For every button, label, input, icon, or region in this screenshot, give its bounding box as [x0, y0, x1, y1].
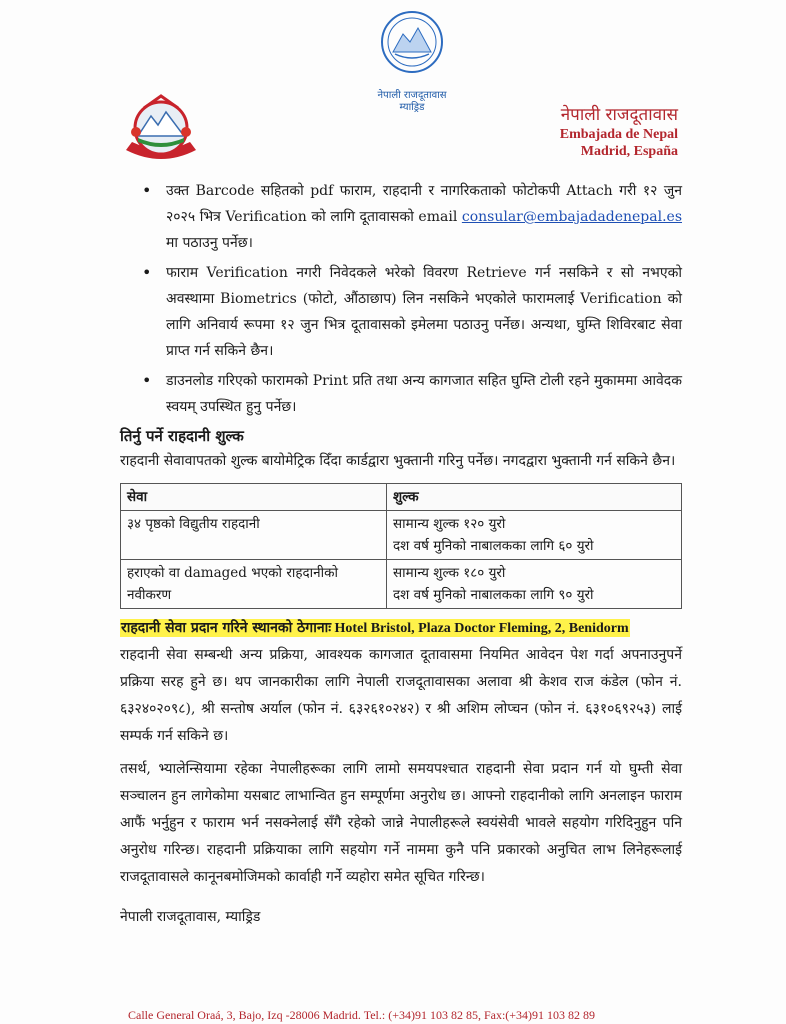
fee-table: [120, 483, 682, 609]
seal-caption-1: नेपाली राजदूतावास: [377, 90, 447, 101]
table-header-row: [121, 484, 682, 511]
fee-line: सामान्य शुल्क १२० युरो: [393, 516, 506, 532]
letterhead-embassy: [560, 104, 678, 160]
instruction-list: [120, 178, 682, 420]
seal-caption-2: म्याड्रिड: [399, 102, 425, 113]
consular-email-link[interactable]: consular@embajadadenepal.es: [461, 209, 682, 225]
embassy-seal: [372, 2, 452, 122]
fee-intro: राहदानी सेवावापतको शुल्क बायोमेट्रिक दिँदा कार्डद्वारा भुक्तानी गरिनु पर्नेछ। नगदद्वारा भुक्तानी गर्न सकिने छैन।: [120, 453, 676, 469]
fee-line: दश वर्ष मुनिको नाबालकका लागि ६० युरो: [393, 538, 594, 554]
instruction-item: [120, 368, 682, 420]
fee-cell: [387, 560, 682, 609]
fee-line: सामान्य शुल्क १८० युरो: [393, 565, 506, 581]
service-cell: ३४ पृष्ठको विद्युतीय राहदानी: [121, 511, 387, 560]
instruction-item: [120, 178, 682, 256]
column-header-fee: शुल्क: [387, 484, 682, 511]
service-cell: हराएको वा damaged भएको राहदानीको नवीकरण: [121, 560, 387, 609]
signature-line: नेपाली राजदूतावास, म्याड्रिड: [120, 909, 261, 925]
letter-body: [120, 178, 682, 929]
fee-cell: [387, 511, 682, 560]
fee-section-title: तिर्नु पर्ने राहदानी शुल्क: [120, 427, 244, 445]
fee-line: दश वर्ष मुनिको नाबालकका लागि ९० युरो: [393, 587, 594, 603]
appeal-paragraph: तसर्थ, भ्यालेन्सियामा रहेका नेपालीहरूका लागि लामो समयपश्चात राहदानी सेवा प्रदान गर्न यो घुम्ती सेवा सञ्चालन हुन लागेकोमा यसबाट लाभान्वित हुन सम्पूर्णमा अनुरोध छ। आफ्नो राहदानीको लागि अनलाइन फाराम आफैं भर्नुहुन र फाराम भर्न नसक्नेलाई सँगै रहेको जान्ने नेपालीहरूले स्वयंसेवी भावले सहयोग गरिदिनुहुन पनि अनुरोध गरिन्छ। राहदानी प्रक्रियाका लागि सहयोग गर्ने नाममा कुनै पनि प्रकारको अनुचित लाभ लिनेहरूलाई राजदूतावासले कानूनबमोजिमको कार्वाही गर्ने व्यहोरा समेत सूचित गरिन्छ।: [120, 761, 682, 885]
venue-label: राहदानी सेवा प्रदान गरिने स्थानको ठेगानाः Hotel Bristol, Plaza Doctor Fleming, 2, Benidorm: [121, 620, 629, 636]
instruction-text: फाराम Verification नगरी निवेदकले भरेको विवरण Retrieve गर्न नसकिने र सो नभएको अवस्थामा Biometrics (फोटो, औंठाछाप) लिन नसकिने भएकोले फारामलाई Verification को लागि अनिवार्य रूपमा १२ जुन भित्र दूतावासको इमेलमा पठाउनु पर्नेछ। अन्यथा, घुम्ति शिविरबाट सेवा प्राप्त गर्न सकिने छैन।: [166, 265, 682, 359]
instruction-item: [120, 260, 682, 364]
venue-line: [120, 615, 682, 642]
embassy-city: Madrid, España: [580, 144, 678, 159]
embassy-name-spanish: Embajada de Nepal: [559, 127, 678, 142]
embassy-name-nepali: नेपाली राजदूतावास: [560, 105, 678, 125]
instruction-text: उक्त Barcode सहितको pdf फाराम, राहदानी र नागरिकताको फोटोकपी Attach गरी १२ जुन २०२५ भित्र Verification को लागि दूतावासको email: [166, 183, 682, 225]
table-row: [121, 560, 682, 609]
footer-address: Calle General Oraá, 3, Bajo, Izq -28006 Madrid. Tel.: (+34)91 103 82 85, Fax:(+34)91 103 82 89: [128, 1008, 596, 1022]
venue-address: Hotel Bristol, Plaza Doctor Fleming, 2, Benidorm: [331, 621, 629, 636]
column-header-service: सेवा: [121, 484, 387, 511]
instruction-text: डाउनलोड गरिएको फारामको Print प्रति तथा अन्य कागजात सहित घुम्ति टोली रहने मुकाममा आवेदक स्वयम् उपस्थित हुनु पर्नेछ।: [166, 373, 682, 415]
contact-paragraph: राहदानी सेवा सम्बन्धी अन्य प्रक्रिया, आवश्यक कागजात दूतावासमा नियमित आवेदन पेश गर्दा अपनाउनुपर्ने प्रक्रिया सरह हुने छ। थप जानकारीका लागि नेपाली राजदूतावासका अलावा श्री केशव राज कंडेल (फोन नं. ६३२४०२०९८), श्री सन्तोष अर्याल (फोन नं. ६३२६१०२४२) र श्री अशिम लोप्चन (फोन नं. ६३१०६९२५३) लाई सम्पर्क गर्न सकिने छ।: [120, 647, 682, 744]
nepal-emblem: [118, 92, 204, 168]
instruction-tail: मा पठाउनु पर्नेछ।: [166, 235, 253, 251]
table-row: [121, 511, 682, 560]
